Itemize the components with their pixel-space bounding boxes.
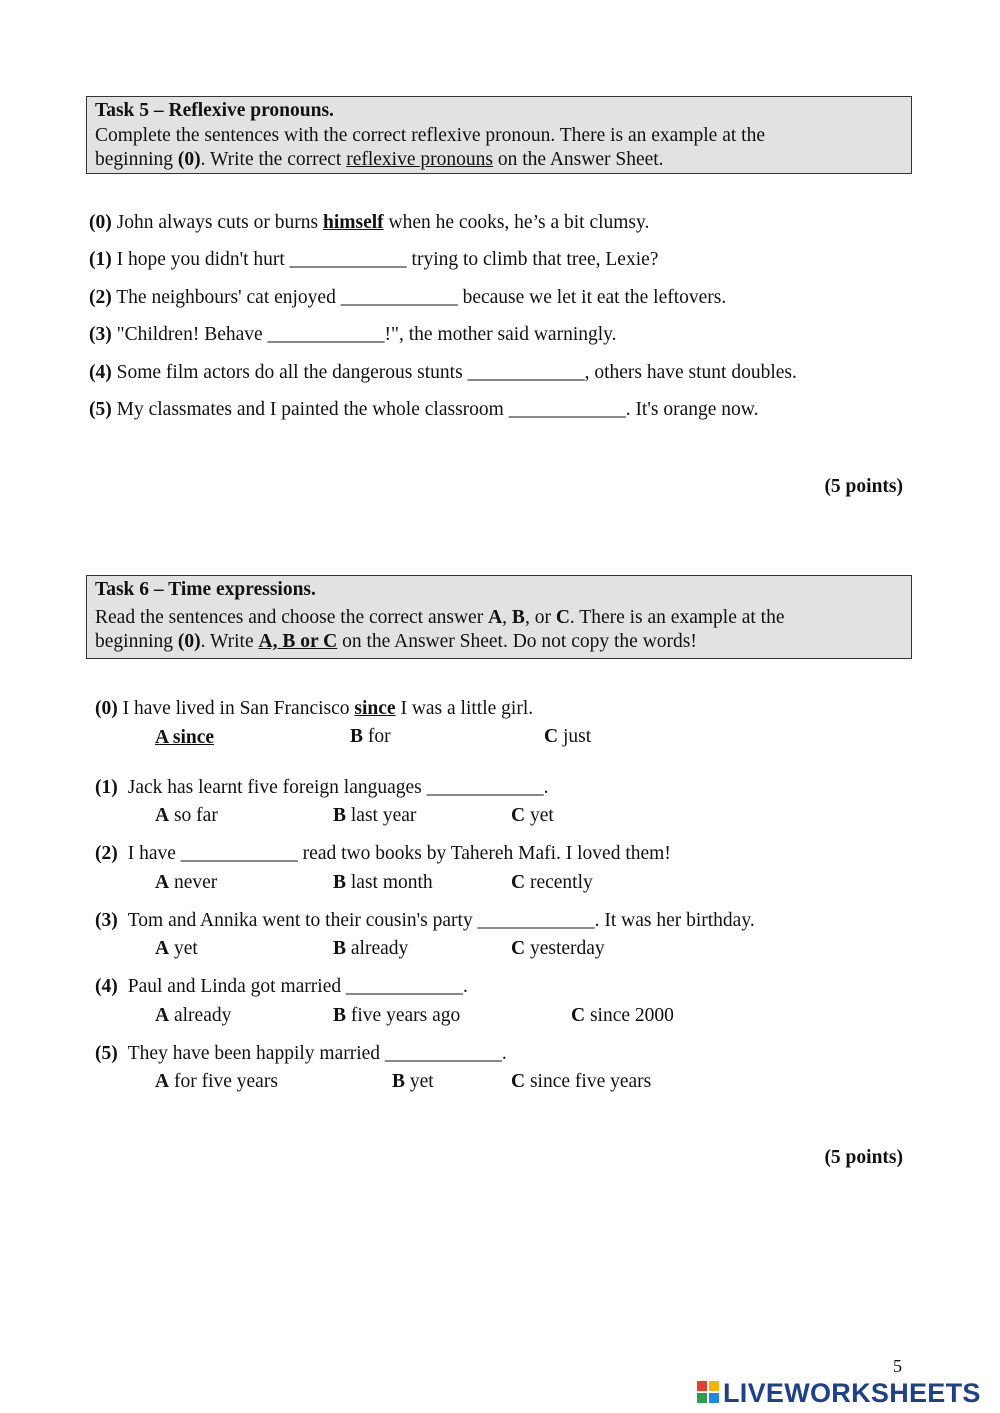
task6-points: (5 points) [824, 1147, 903, 1168]
task6-q3-option-c: C yesterday [511, 938, 605, 959]
task6-q5-option-b: B yet [392, 1071, 434, 1092]
task6-question-2: (2) I have ____________ read two books by Tahereh Mafi. I loved them! [95, 843, 671, 864]
task6-instruction-line2: beginning (0). Write A, B or C on the Answer Sheet. Do not copy the words! [95, 631, 697, 652]
task5-sentence-1: (1) I hope you didn't hurt ____________ trying to climb that tree, Lexie? [89, 249, 659, 270]
task6-q4-option-c: C since 2000 [571, 1005, 674, 1026]
liveworksheets-logo-icon [697, 1381, 721, 1405]
task6-q5-option-c: C since five years [511, 1071, 652, 1092]
task5-example-answer: himself [322, 212, 384, 233]
task5-sentence-3: (3) "Children! Behave ____________!", the mother said warningly. [89, 324, 617, 345]
task6-example-option-b: B for [350, 726, 391, 747]
task5-title: Task 5 – Reflexive pronouns. [95, 100, 334, 121]
task6-instruction-line1: Read the sentences and choose the correct answer A, B, or C. There is an example at the [95, 606, 785, 628]
task5-instruction-line1: Complete the sentences with the correct reflexive pronoun. There is an example at the [95, 124, 765, 146]
task5-instruction-line2: beginning (0). Write the correct reflexive pronouns on the Answer Sheet. [95, 149, 664, 170]
task5-sentence-4: (4) Some film actors do all the dangerous stunts ____________, others have stunt doubles. [89, 362, 797, 383]
liveworksheets-logo-text: LIVEWORKSHEETS [723, 1377, 981, 1408]
task6-q1-option-b: B last year [333, 805, 417, 826]
task6-question-1: (1) Jack has learnt five foreign languages ____________. [95, 777, 549, 798]
task6-q2-option-b: B last month [333, 872, 433, 893]
task6-q4-option-a: A already [155, 1005, 232, 1026]
task6-example-option-a: A since [155, 727, 215, 748]
task6-q3-option-b: B already [333, 938, 409, 959]
task6-q5-option-a: A for five years [155, 1071, 278, 1092]
task6-instructions-box [86, 575, 912, 659]
task6-q2-option-c: C recently [511, 872, 593, 893]
task5-points: (5 points) [824, 476, 903, 497]
task5-example-sentence: (0) John always cuts or burns himself when he cooks, he’s a bit clumsy. [89, 212, 650, 233]
task6-q2-option-a: A never [155, 872, 218, 893]
task6-q3-option-a: A yet [155, 938, 198, 959]
task6-question-4: (4) Paul and Linda got married ____________. [95, 976, 468, 997]
task6-question-3: (3) Tom and Annika went to their cousin's party ____________. It was her birthday. [95, 910, 755, 931]
page-number: 5 [893, 1356, 902, 1376]
task6-q4-option-b: B five years ago [333, 1005, 461, 1026]
task6-title: Task 6 – Time expressions. [95, 579, 316, 600]
task5-sentence-5: (5) My classmates and I painted the whole classroom ____________. It's orange now. [89, 399, 759, 420]
task6-example-option-c: C just [544, 726, 592, 747]
task6-example-answer: since [354, 698, 396, 719]
task6-q1-option-a: A so far [155, 805, 218, 826]
task5-sentence-2: (2) The neighbours' cat enjoyed ____________ because we let it eat the leftovers. [89, 287, 727, 308]
liveworksheets-logo[interactable] [697, 1376, 981, 1410]
task5-instructions-box [86, 96, 912, 174]
task6-example-sentence: (0) I have lived in San Francisco since I was a little girl. [95, 698, 534, 719]
task6-question-5: (5) They have been happily married ____________. [95, 1043, 507, 1064]
task6-q1-option-c: C yet [511, 805, 554, 826]
